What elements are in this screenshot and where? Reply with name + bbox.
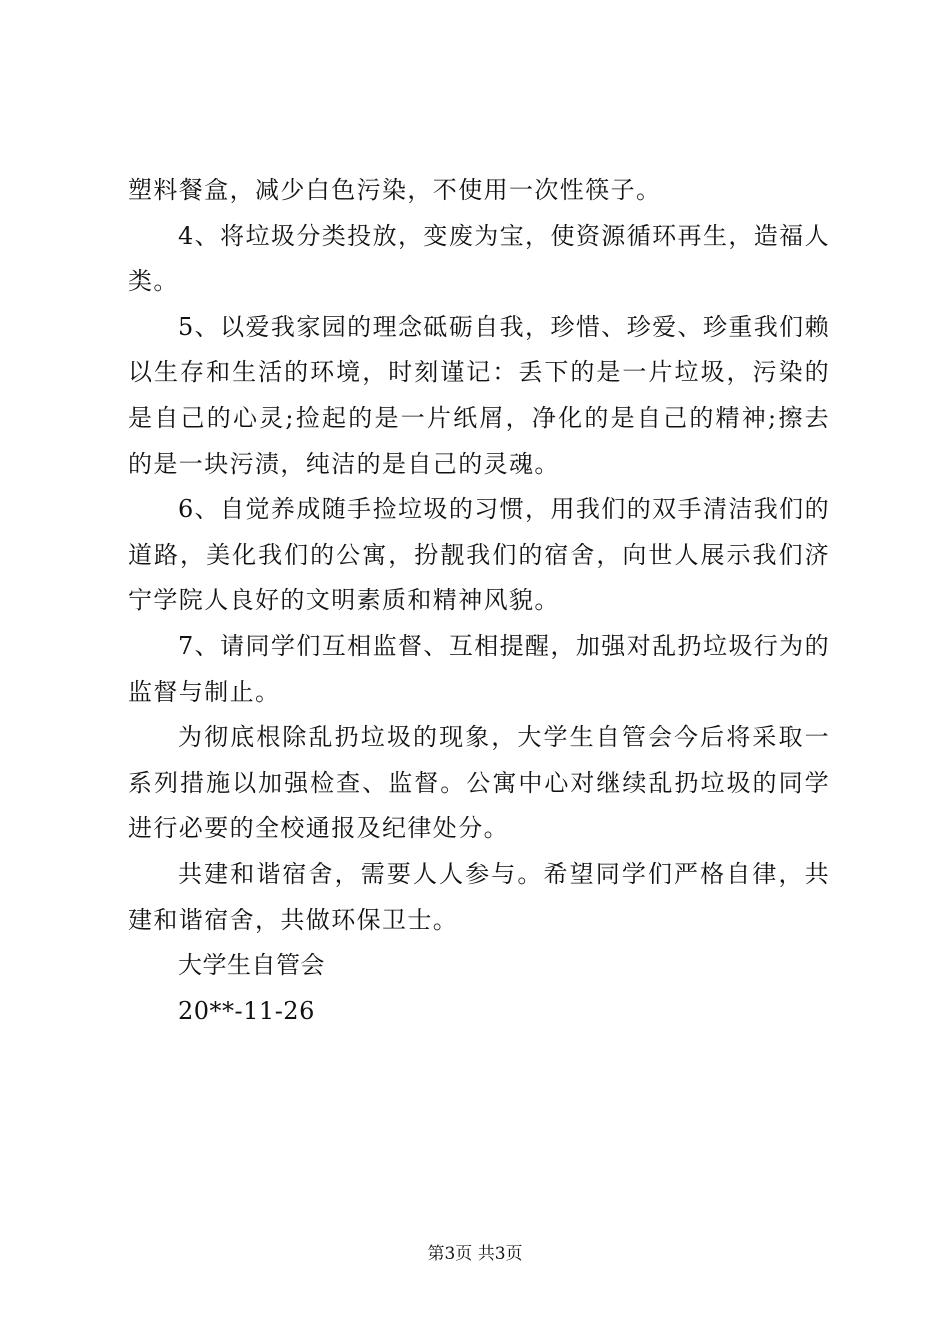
signature-date: 20**-11-26 <box>178 996 315 1025</box>
paragraph-item-7: 7、请同学们互相监督、互相提醒，加强对乱扔垃圾行为的监督与制止。 <box>128 631 830 706</box>
paragraph-closing: 共建和谐宿舍，需要人人参与。希望同学们严格自律，共建和谐宿舍，共做环保卫士。 <box>128 859 830 934</box>
paragraph-item-5: 5、以爱我家园的理念砥砺自我，珍惜、珍爱、珍重我们赖以生存和生活的环境，时刻谨记：丢下的是一片垃圾，污染的是自己的心灵;捡起的是一片纸屑，净化的是自己的精神;擦去的是一块污渍，纯洁的是自己的灵魂。 <box>128 312 830 478</box>
paragraph-measures: 为彻底根除乱扔垃圾的现象，大学生自管会今后将采取一系列措施以加强检查、监督。公寓中心对继续乱扔垃圾的同学进行必要的全校通报及纪律处分。 <box>128 723 830 843</box>
page-footer: 第3页 共3页 <box>427 1244 523 1264</box>
paragraph-item-4: 4、将垃圾分类投放，变废为宝，使资源循环再生，造福人类。 <box>128 221 830 296</box>
signature: 大学生自管会 <box>178 951 325 980</box>
paragraph-item-6: 6、自觉养成随手捡垃圾的习惯，用我们的双手清洁我们的道路，美化我们的公寓，扮靓我们的宿舍，向世人展示我们济宁学院人良好的文明素质和精神风貌。 <box>128 495 830 615</box>
document-body <box>128 168 830 1034</box>
paragraph-continuation: 塑料餐盒，减少白色污染，不使用一次性筷子。 <box>128 176 662 204</box>
